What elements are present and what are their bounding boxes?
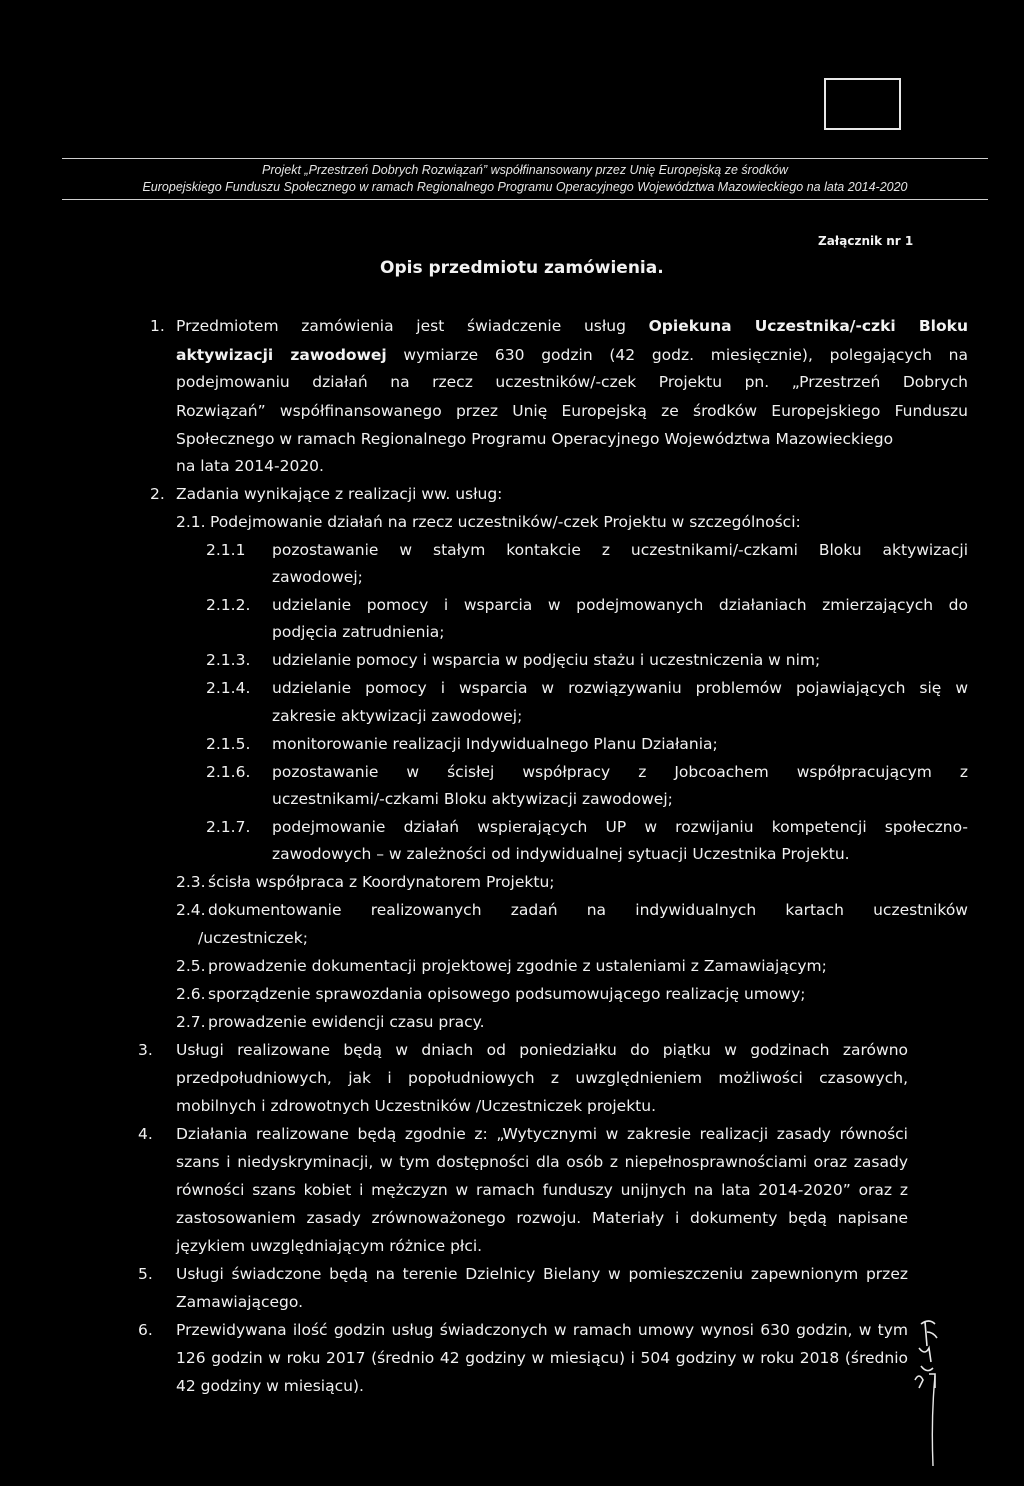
section-1-line-6: na lata 2014-2020.: [176, 457, 324, 475]
item-2-1-2-line-1: udzielanie pomocy i wsparcia w podejmowanych działaniach zmierzających do: [272, 596, 968, 614]
section-2-6-number: 2.6.: [176, 985, 206, 1003]
section-2-5-number: 2.5.: [176, 957, 206, 975]
section-2-7-text: prowadzenie ewidencji czasu pracy.: [208, 1013, 485, 1031]
section-2-3-number: 2.3.: [176, 873, 206, 891]
section-2-7-number: 2.7.: [176, 1013, 206, 1031]
page-title: Opis przedmiotu zamówienia.: [380, 258, 664, 278]
header-box: [824, 78, 901, 130]
item-2-1-4-line-2: zakresie aktywizacji zawodowej;: [272, 707, 523, 725]
item-2-1-4-number: 2.1.4.: [206, 679, 251, 697]
section-5-line-1: Usługi świadczone będą na terenie Dzielnicy Bielany w pomieszczeniu zapewnionym przez: [176, 1265, 908, 1283]
section-3-line-1: Usługi realizowane będą w dniach od poniedziałku do piątku w godzinach zarówno: [176, 1041, 908, 1059]
item-2-1-2-number: 2.1.2.: [206, 596, 251, 614]
item-2-1-1-number: 2.1.1: [206, 541, 246, 559]
item-2-1-6-line-1: pozostawanie w ścisłej współpracy z Jobcoachem współpracującym z: [272, 763, 968, 781]
item-2-1-1-line-1: pozostawanie w stałym kontakcie z uczestnikami/-czkami Bloku aktywizacji: [272, 541, 968, 559]
section-1-line-2-bold: aktywizacji zawodowej: [176, 346, 387, 364]
item-2-1-7-line-1: podejmowanie działań wspierających UP w rozwijaniu kompetencji społeczno-: [272, 818, 968, 836]
header-line-2: Europejskiego Funduszu Społecznego w ramach Regionalnego Programu Operacyjnego Województwa Mazowieckiego na lata 2014-2020: [142, 180, 908, 194]
section-6-number: 6.: [138, 1321, 153, 1339]
section-6-line-1: Przewidywana ilość godzin usług świadczonych w ramach umowy wynosi 630 godzin, w tym: [176, 1321, 908, 1339]
section-3-line-3: mobilnych i zdrowotnych Uczestników /Uczestniczek projektu.: [176, 1097, 657, 1115]
header-line-1: Projekt „Przestrzeń Dobrych Rozwiązań” współfinansowany przez Unię Europejską ze środków: [262, 163, 788, 177]
header-rule-bottom: [62, 199, 988, 200]
section-2-4-line-2: /uczestniczek;: [198, 929, 308, 947]
section-5-number: 5.: [138, 1265, 153, 1283]
section-5-line-2: Zamawiającego.: [176, 1293, 304, 1311]
section-6-line-2: 126 godzin w roku 2017 (średnio 42 godziny w miesiącu) i 504 godziny w roku 2018 (średnio: [176, 1349, 908, 1367]
section-2-1-number: 2.1.: [176, 513, 206, 531]
section-1-line-1: [176, 316, 968, 336]
header-rule-top: [62, 158, 988, 159]
section-2-4-number: 2.4.: [176, 901, 206, 919]
item-2-1-7-line-2: zawodowych – w zależności od indywidualnej sytuacji Uczestnika Projektu.: [272, 845, 850, 863]
section-1-line-4: Rozwiązań” współfinansowanego przez Unię Europejską ze środków Europejskiego Funduszu: [176, 402, 968, 420]
item-2-1-6-number: 2.1.6.: [206, 763, 251, 781]
section-4-line-1: Działania realizowane będą zgodnie z: „Wytycznymi w zakresie realizacji zasady równości: [176, 1125, 908, 1143]
item-2-1-3-number: 2.1.3.: [206, 651, 251, 669]
section-2-text: Zadania wynikające z realizacji ww. usług:: [176, 485, 503, 503]
section-2-6-text: sporządzenie sprawozdania opisowego podsumowującego realizację umowy;: [208, 985, 806, 1003]
section-3-number: 3.: [138, 1041, 153, 1059]
item-2-1-5-line-1: monitorowanie realizacji Indywidualnego Planu Działania;: [272, 735, 718, 753]
section-4-line-2: szans i niedyskryminacji, w tym dostępności dla osób z niepełnosprawnościami oraz zasady: [176, 1153, 908, 1171]
section-1-line-1-text: Przedmiotem zamówienia jest świadczenie usług: [176, 317, 626, 335]
item-2-1-1-line-2: zawodowej;: [272, 568, 363, 586]
section-3-line-2: przedpołudniowych, jak i popołudniowych z uwzględnieniem możliwości czasowych,: [176, 1069, 908, 1087]
attachment-label: Załącznik nr 1: [818, 234, 914, 248]
item-2-1-2-line-2: podjęcia zatrudnienia;: [272, 623, 445, 641]
handwritten-initials: [905, 1318, 950, 1468]
section-4-number: 4.: [138, 1125, 153, 1143]
item-2-1-7-number: 2.1.7.: [206, 818, 251, 836]
section-1-line-5: Społecznego w ramach Regionalnego Programu Operacyjnego Województwa Mazowieckiego: [176, 430, 894, 448]
section-1-line-1-bold: Opiekuna Uczestnika/-czki Bloku: [648, 317, 968, 335]
section-2-1-text: Podejmowanie działań na rzecz uczestników/-czek Projektu w szczególności:: [210, 513, 801, 531]
item-2-1-4-line-1: udzielanie pomocy i wsparcia w rozwiązywaniu problemów pojawiających się w: [272, 679, 968, 697]
item-2-1-6-line-2: uczestnikami/-czkami Bloku aktywizacji zawodowej;: [272, 790, 673, 808]
section-6-line-3: 42 godziny w miesiącu).: [176, 1377, 364, 1395]
section-1-line-3: podejmowaniu działań na rzecz uczestników/-czek Projektu pn. „Przestrzeń Dobrych: [176, 373, 968, 391]
section-1-line-2-text: wymiarze 630 godzin (42 godz. miesięcznie), polegających na: [403, 346, 968, 364]
section-4-line-3: równości szans kobiet i mężczyzn w ramach funduszy unijnych na lata 2014-2020” oraz z: [176, 1181, 908, 1199]
section-1-line-2: [176, 345, 968, 365]
section-1-number: 1.: [150, 317, 165, 335]
section-2-4-line-1: dokumentowanie realizowanych zadań na indywidualnych kartach uczestników: [208, 901, 968, 919]
item-2-1-3-line-1: udzielanie pomocy i wsparcia w podjęciu stażu i uczestniczenia w nim;: [272, 651, 821, 669]
section-4-line-5: językiem uwzględniającym różnice płci.: [176, 1237, 483, 1255]
section-2-number: 2.: [150, 485, 165, 503]
section-4-line-4: zastosowaniem zasady zrównoważonego rozwoju. Materiały i dokumenty będą napisane: [176, 1209, 908, 1227]
section-2-5-text: prowadzenie dokumentacji projektowej zgodnie z ustaleniami z Zamawiającym;: [208, 957, 827, 975]
section-2-3-text: ścisła współpraca z Koordynatorem Projektu;: [208, 873, 555, 891]
item-2-1-5-number: 2.1.5.: [206, 735, 251, 753]
